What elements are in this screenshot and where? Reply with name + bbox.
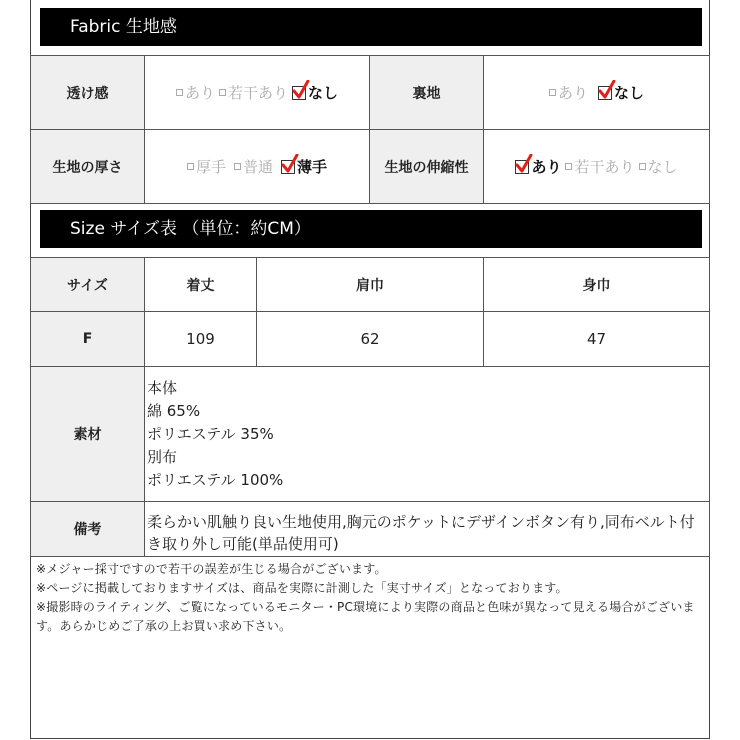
material-line: 綿 65%: [147, 402, 201, 420]
checkbox-empty-icon: [234, 163, 241, 170]
size-section-title: Size サイズ表 （単位：約CM）: [40, 210, 702, 248]
thickness-option-thick: 厚手: [187, 156, 226, 177]
lining-label: 裏地: [370, 56, 483, 129]
material-line: ポリエステル 35%: [147, 425, 274, 443]
thickness-option-normal: 普通: [234, 156, 273, 177]
size-header-shoulder: 肩巾: [356, 277, 384, 294]
thickness-option-thin: 薄手: [281, 156, 327, 177]
size-header-length: 着丈: [186, 277, 215, 294]
checkbox-empty-icon: [639, 163, 646, 170]
checkbox-empty-icon: [219, 89, 226, 96]
size-value-size: F: [31, 312, 144, 366]
lining-option-yes: あり: [549, 82, 588, 103]
lining-option-none: なし: [598, 82, 644, 103]
checkbox-checked-icon: [598, 86, 612, 100]
size-value-shoulder: 62: [360, 330, 380, 348]
notes-text: 柔らかい肌触り良い生地使用,胸元のポケットにデザインボタン有り,同布ベルト付き取り外し可能(単品使用可): [147, 513, 695, 553]
disclaimer-line: ※メジャー採寸ですので若干の誤差が生じる場合がございます。: [36, 562, 387, 576]
size-value-length: 109: [186, 330, 215, 348]
stretch-option-slight: 若干あり: [565, 156, 634, 177]
checkbox-checked-icon: [281, 160, 295, 174]
lining-options: [484, 56, 709, 129]
material-line: 本体: [147, 379, 178, 397]
transparency-options: [145, 56, 369, 129]
transparency-option-slight: 若干あり: [219, 82, 288, 103]
size-value-width: 47: [586, 330, 607, 348]
size-header-width: 身巾: [582, 277, 611, 294]
checkbox-empty-icon: [565, 163, 572, 170]
size-header-size: サイズ: [31, 258, 144, 311]
checkbox-empty-icon: [187, 163, 194, 170]
checkbox-empty-icon: [549, 89, 556, 96]
thickness-label: 生地の厚さ: [31, 130, 144, 203]
checkbox-empty-icon: [176, 89, 183, 96]
transparency-option-yes: あり: [176, 82, 215, 103]
material-line: ポリエステル 100%: [147, 471, 284, 489]
material-list: [147, 377, 283, 492]
checkbox-checked-icon: [515, 160, 529, 174]
transparency-option-none: なし: [292, 82, 338, 103]
transparency-label: 透け感: [31, 56, 144, 129]
stretch-option-yes: あり: [515, 156, 561, 177]
stretch-option-none: なし: [639, 156, 678, 177]
material-line: 別布: [147, 448, 178, 466]
disclaimer-line: ※ページに掲載しておりますサイズは、商品を実際に計測した「実寸サイズ」となっております。: [36, 581, 568, 595]
thickness-options: [145, 130, 369, 203]
disclaimer-line: ※撮影時のライティング、ご覧になっているモニター・PC環境により実際の商品と色味が異なって見える場合がございます。あらかじめご了承の上お買い求め下さい。: [36, 600, 695, 633]
notes-label: 備考: [31, 502, 144, 556]
material-label: 素材: [31, 367, 144, 501]
stretch-label: 生地の伸縮性: [370, 130, 483, 203]
disclaimer-block: [36, 560, 706, 636]
checkbox-checked-icon: [292, 86, 306, 100]
stretch-options: [484, 130, 709, 203]
fabric-section-title: Fabric 生地感: [40, 8, 702, 46]
